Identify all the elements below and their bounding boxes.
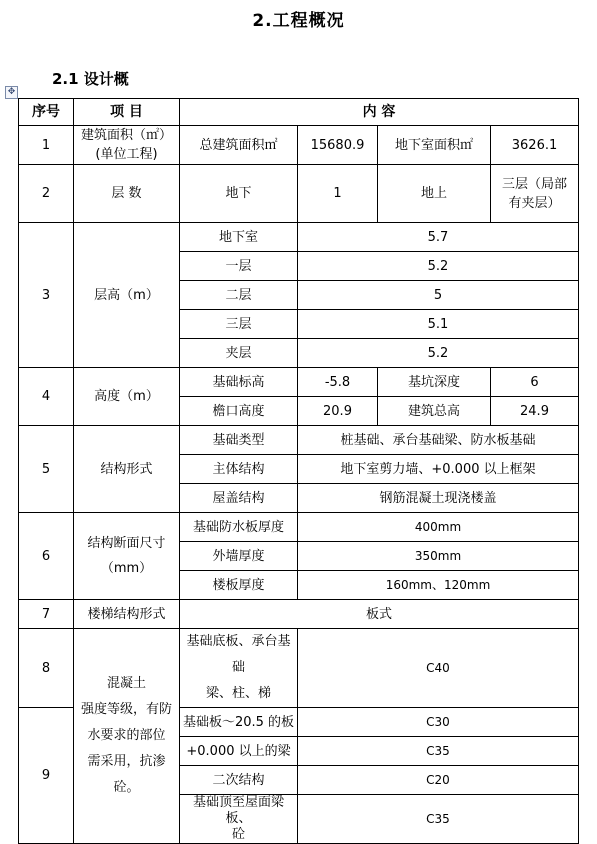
cell-value	[491, 165, 579, 223]
row-item-line: 建筑面积（㎡）	[80, 128, 172, 143]
cell-value-line: 有夹层）	[508, 195, 561, 211]
cell-value-line: 三层（局部	[501, 176, 567, 192]
cell-value: 5	[298, 281, 579, 310]
table-row	[19, 629, 579, 708]
row-item: 层高（m）	[74, 223, 180, 368]
row-number: 1	[19, 126, 74, 165]
cell-label: 基坑深度	[378, 368, 491, 397]
row-item-line: 混凝土	[106, 676, 146, 691]
row-number: 5	[19, 426, 74, 513]
cell-value: 5.1	[298, 310, 579, 339]
row-number: 9	[19, 708, 74, 844]
cell-label-line: 基础顶至屋面梁板、	[192, 795, 284, 826]
row-item: 结构形式	[74, 426, 180, 513]
cell-label: 夹层	[180, 339, 298, 368]
cell-label: 基础防水板厚度	[180, 513, 298, 542]
table-row	[19, 600, 579, 629]
table-row	[19, 513, 579, 542]
cell-label: 地上	[378, 165, 491, 223]
cell-value: C20	[298, 766, 579, 795]
cell-label: 基础类型	[180, 426, 298, 455]
cell-label: 外墙厚度	[180, 542, 298, 571]
cell-value: 350mm	[298, 542, 579, 571]
row-number: 4	[19, 368, 74, 426]
cell-label: 二层	[180, 281, 298, 310]
cell-value: C35	[298, 737, 579, 766]
cell-label: 三层	[180, 310, 298, 339]
header-item: 项 目	[74, 99, 180, 126]
table-row	[19, 426, 579, 455]
table-header-row	[19, 99, 579, 126]
cell-label	[180, 795, 298, 844]
table-row	[19, 368, 579, 397]
project-overview-table	[18, 98, 579, 844]
row-item-line: 结构断面尺寸	[87, 536, 166, 551]
table-move-handle-icon[interactable]: ✥	[5, 86, 18, 99]
cell-label: 地下室面积㎡	[378, 126, 491, 165]
cell-label: 楼板厚度	[180, 571, 298, 600]
row-number: 7	[19, 600, 74, 629]
cell-label: 屋盖结构	[180, 484, 298, 513]
cell-label-line: 基础底板、承台基础	[186, 634, 291, 675]
header-no: 序号	[19, 99, 74, 126]
row-item-line: (单位工程)	[95, 147, 158, 162]
cell-value: 5.2	[298, 339, 579, 368]
row-item-line: 水要求的部位	[87, 728, 166, 743]
cell-value: 15680.9	[298, 126, 378, 165]
row-item	[74, 126, 180, 165]
cell-value: 钢筋混凝土现浇楼盖	[298, 484, 579, 513]
cell-value: 桩基础、承台基础梁、防水板基础	[298, 426, 579, 455]
row-item-line: 需采用，抗渗	[87, 754, 166, 769]
cell-value: 板式	[180, 600, 579, 629]
cell-value: C30	[298, 708, 579, 737]
cell-value: 5.7	[298, 223, 579, 252]
cell-value: 20.9	[298, 397, 378, 426]
row-item-line: （mm）	[100, 561, 153, 576]
cell-label: 主体结构	[180, 455, 298, 484]
cell-value: 3626.1	[491, 126, 579, 165]
header-content: 内 容	[180, 99, 579, 126]
cell-value: 24.9	[491, 397, 579, 426]
cell-label-line: 砼	[231, 827, 245, 842]
row-number: 2	[19, 165, 74, 223]
cell-value: 5.2	[298, 252, 579, 281]
cell-label-line: 梁、柱、梯	[205, 686, 271, 701]
cell-label: 地下	[180, 165, 298, 223]
cell-label: 总建筑面积㎡	[180, 126, 298, 165]
cell-label	[180, 629, 298, 708]
row-item-concrete	[74, 629, 180, 844]
cell-label: 檐口高度	[180, 397, 298, 426]
cell-value: C40	[298, 629, 579, 708]
cell-value: 400mm	[298, 513, 579, 542]
table-row	[19, 223, 579, 252]
subsection-heading: 2.1 设计概	[52, 70, 129, 88]
cell-value: 地下室剪力墙、+0.000 以上框架	[298, 455, 579, 484]
row-item-line: 强度等级，有防	[80, 702, 172, 717]
table-row	[19, 165, 579, 223]
cell-value: 6	[491, 368, 579, 397]
row-item-line: 砼。	[113, 780, 140, 795]
cell-label: 基础板～20.5 的板	[180, 708, 298, 737]
cell-value: C35	[298, 795, 579, 844]
cell-label: 基础标高	[180, 368, 298, 397]
row-item	[74, 513, 180, 600]
row-number: 8	[19, 629, 74, 708]
cell-value: 160mm、120mm	[298, 571, 579, 600]
row-item: 楼梯结构形式	[74, 600, 180, 629]
row-number: 6	[19, 513, 74, 600]
cell-label: +0.000 以上的梁	[180, 737, 298, 766]
section-heading: 2.工程概况	[252, 11, 345, 31]
cell-label: 建筑总高	[378, 397, 491, 426]
cell-value: 1	[298, 165, 378, 223]
cell-label: 二次结构	[180, 766, 298, 795]
row-number: 3	[19, 223, 74, 368]
cell-label: 地下室	[180, 223, 298, 252]
row-item: 高度（m）	[74, 368, 180, 426]
cell-value: -5.8	[298, 368, 378, 397]
table-row	[19, 126, 579, 165]
cell-label: 一层	[180, 252, 298, 281]
row-item: 层 数	[74, 165, 180, 223]
